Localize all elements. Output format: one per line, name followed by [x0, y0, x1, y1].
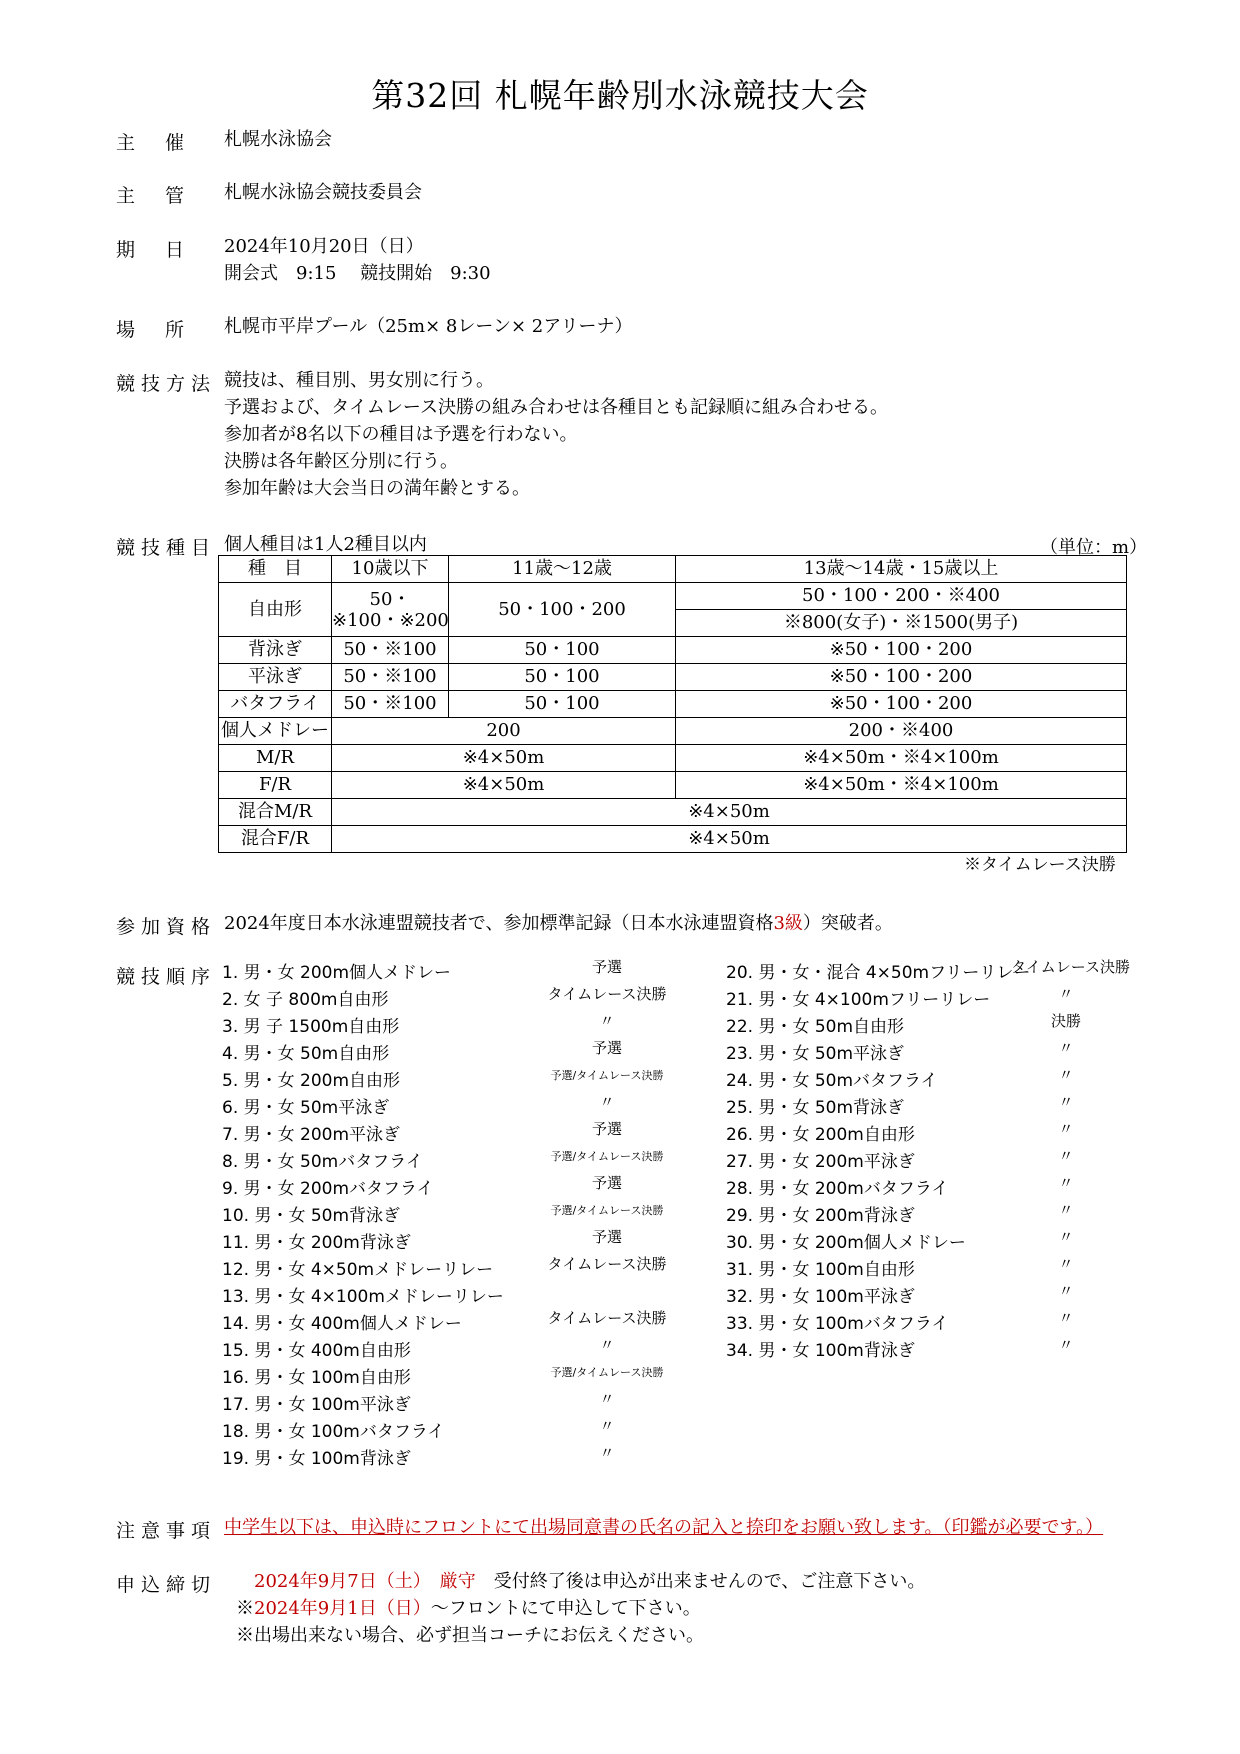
deadline-front-date: 2024年9月1日（日） [254, 1598, 431, 1619]
order-item-type: 〃 [1058, 1066, 1074, 1084]
method-line-2: 予選および、タイムレース決勝の組み合わせは各種目とも記録順に組み合わせる。 [224, 397, 889, 418]
table-row [219, 826, 1127, 853]
order-item-type: 〃 [599, 1012, 615, 1030]
row-label: 個人メドレー [219, 718, 332, 745]
order-item-name: 9. 男・女 200mバタフライ [222, 1179, 434, 1199]
row-label: バタフライ [219, 691, 332, 718]
header-cell: 13歳～14歳・15歳以上 [676, 556, 1127, 583]
order-item-type: 〃 [1058, 1120, 1074, 1138]
order-item-name: 8. 男・女 50mバタフライ [222, 1152, 423, 1172]
order-item-name: 30. 男・女 200m個人メドレー [726, 1233, 966, 1253]
table-row [219, 583, 1127, 610]
order-item-type: 〃 [1058, 1255, 1074, 1273]
table-row [219, 745, 1127, 772]
deadline-date: 2024年9月7日（土） 厳守 [254, 1571, 476, 1592]
venue-label: 場 所 [116, 319, 197, 341]
order-item-type: 〃 [1058, 1309, 1074, 1327]
table-cell: 200 [332, 718, 676, 745]
table-header-row [219, 556, 1127, 583]
events-table [218, 555, 1127, 853]
header-cell: 11歳～12歳 [449, 556, 676, 583]
order-item-name: 31. 男・女 100m自由形 [726, 1260, 915, 1280]
table-cell: 50・※100 [332, 637, 449, 664]
order-item-type: タイムレース決勝 [547, 1255, 667, 1273]
order-item-type: 〃 [1058, 1228, 1074, 1246]
date-line2: 開会式 9:15 競技開始 9:30 [224, 263, 491, 284]
table-cell: 50・※100 [332, 691, 449, 718]
table-cell: ※50・100・200 [676, 664, 1127, 691]
order-item-name: 4. 男・女 50m自由形 [222, 1044, 390, 1064]
table-cell: 50・※100 [332, 664, 449, 691]
method-line-3: 参加者が8名以下の種目は予選を行わない。 [224, 424, 578, 445]
order-item-name: 34. 男・女 100m背泳ぎ [726, 1341, 915, 1361]
order-item-type: 〃 [599, 1336, 615, 1354]
order-item-name: 26. 男・女 200m自由形 [726, 1125, 915, 1145]
deadline-line2 [236, 1595, 701, 1622]
order-item-name: 28. 男・女 200mバタフライ [726, 1179, 949, 1199]
order-item-type: 予選 [591, 1039, 622, 1057]
order-item-name: 1. 男・女 200m個人メドレー [222, 963, 452, 983]
events-unit: （単位：m） [1040, 537, 1148, 558]
order-item-type: 〃 [599, 1093, 615, 1111]
row-label: 背泳ぎ [219, 637, 332, 664]
table-row [219, 637, 1127, 664]
eligibility-text-after: ）突破者。 [802, 913, 893, 934]
date-line1: 2024年10月20日（日） [224, 236, 424, 257]
table-row [219, 691, 1127, 718]
row-label: F/R [219, 772, 332, 799]
row-label: 平泳ぎ [219, 664, 332, 691]
table-cell: ※50・100・200 [676, 637, 1127, 664]
deadline-line2-rest: ～フロントにて申込して下さい。 [430, 1598, 701, 1619]
table-row [219, 718, 1127, 745]
order-list-left [222, 960, 692, 1473]
timerace-note: ※タイムレース決勝 [964, 855, 1116, 875]
order-item-type: タイムレース決勝 [547, 1309, 667, 1327]
row-label: 自由形 [219, 583, 332, 637]
row-label: M/R [219, 745, 332, 772]
order-item-type: タイムレース決勝 [547, 985, 667, 1003]
cell-line: ※100・※200 [332, 609, 449, 631]
order-item-type: 〃 [1058, 1201, 1074, 1219]
table-cell: ※800(女子)・※1500(男子) [676, 610, 1127, 637]
table-cell: ※4×50m [332, 772, 676, 799]
order-label: 競技順序 [116, 966, 217, 988]
deadline-line3: ※出場出来ない場合、必ず担当コーチにお伝えください。 [236, 1625, 704, 1646]
events-label: 競技種目 [116, 537, 217, 559]
table-cell: ※4×50m [332, 799, 1127, 826]
eligibility-text [224, 910, 893, 937]
date-label: 期 日 [116, 239, 197, 261]
table-row [219, 799, 1127, 826]
order-item-type: 〃 [1058, 1336, 1074, 1354]
order-item-name: 18. 男・女 100mバタフライ [222, 1422, 445, 1442]
row-label: 混合M/R [219, 799, 332, 826]
order-item [726, 1338, 1126, 1365]
deadline-line1 [254, 1568, 925, 1595]
order-item-type: 予選 [591, 958, 622, 976]
eligibility-label: 参加資格 [116, 916, 217, 938]
venue-value: 札幌市平岸プール（25m× 8レーン× 2アリーナ） [224, 316, 633, 337]
order-item-name: 14. 男・女 400m個人メドレー [222, 1314, 462, 1334]
row-label: 混合F/R [219, 826, 332, 853]
events-intro: 個人種目は1人2種目以内 [224, 534, 427, 555]
table-cell: ※4×50m [332, 826, 1127, 853]
order-item-type: 〃 [599, 1417, 615, 1435]
caution-text: 中学生以下は、申込時にフロントにて出場同意書の氏名の記入と捺印をお願い致します。（印鑑が必要です。） [224, 1517, 1104, 1538]
header-cell: 種 目 [219, 556, 332, 583]
order-item-name: 15. 男・女 400m自由形 [222, 1341, 411, 1361]
table-row [219, 772, 1127, 799]
order-item-name: 24. 男・女 50mバタフライ [726, 1071, 938, 1091]
order-item-name: 23. 男・女 50m平泳ぎ [726, 1044, 905, 1064]
order-item-name: 32. 男・女 100m平泳ぎ [726, 1287, 915, 1307]
order-item-name: 13. 男・女 4×100mメドレーリレー [222, 1287, 504, 1307]
order-item-name: 21. 男・女 4×100mフリーリレー [726, 990, 991, 1010]
method-line-4: 決勝は各年齢区分別に行う。 [224, 451, 458, 472]
order-item-name: 3. 男 子 1500m自由形 [222, 1017, 400, 1037]
order-item-type: 決勝 [1050, 1012, 1081, 1030]
order-item-type: 予選 [591, 1120, 622, 1138]
table-cell: 200・※400 [676, 718, 1127, 745]
table-cell [332, 583, 449, 637]
deadline-line2-prefix: ※ [236, 1598, 254, 1619]
order-item [222, 1257, 692, 1284]
order-item-name: 29. 男・女 200m背泳ぎ [726, 1206, 915, 1226]
order-item-name: 27. 男・女 200m平泳ぎ [726, 1152, 915, 1172]
method-line-5: 参加年齢は大会当日の満年齢とする。 [224, 478, 530, 499]
caution-label: 注意事項 [116, 1520, 217, 1542]
eligibility-text-before: 2024年度日本水泳連盟競技者で、参加標準記録（日本水泳連盟資格 [224, 913, 774, 934]
order-item-name: 20. 男・女・混合 4×50mフリーリレー [726, 963, 1031, 983]
table-cell: 50・100 [449, 664, 676, 691]
order-item-name: 7. 男・女 200m平泳ぎ [222, 1125, 401, 1145]
order-item-type: タイムレース決勝 [1011, 958, 1130, 976]
order-item-name: 17. 男・女 100m平泳ぎ [222, 1395, 411, 1415]
order-item-name: 6. 男・女 50m平泳ぎ [222, 1098, 390, 1118]
order-item-type: 予選/タイムレース決勝 [550, 1150, 664, 1163]
order-item-type: 〃 [1058, 1093, 1074, 1111]
order-item-type: 〃 [1058, 1174, 1074, 1192]
order-item-type: 〃 [599, 1390, 615, 1408]
table-cell: 50・100・200 [449, 583, 676, 637]
table-cell: ※4×50m・※4×100m [676, 772, 1127, 799]
order-list-right [726, 958, 1130, 1365]
deadline-label: 申込締切 [116, 1574, 217, 1596]
order-item [222, 1446, 692, 1473]
order-item-name: 2. 女 子 800m自由形 [222, 990, 389, 1010]
cell-line: 50・ [369, 588, 411, 610]
deadline-notice: 受付終了後は申込が出来ませんので、ご注意下さい。 [493, 1571, 926, 1592]
order-item-type: 予選 [591, 1174, 622, 1192]
order-item-type: 〃 [1058, 985, 1074, 1003]
order-item-type: 予選 [591, 1228, 622, 1246]
order-item-type: 〃 [1058, 1282, 1074, 1300]
header-cell: 10歳以下 [332, 556, 449, 583]
order-item-type: 予選/タイムレース決勝 [550, 1204, 664, 1217]
order-item-name: 11. 男・女 200m背泳ぎ [222, 1233, 411, 1253]
method-line-1: 競技は、種目別、男女別に行う。 [224, 370, 494, 391]
order-item-type: 予選/タイムレース決勝 [550, 1366, 664, 1379]
order-item-name: 19. 男・女 100m背泳ぎ [222, 1449, 411, 1469]
table-cell: ※4×50m [332, 745, 676, 772]
table-cell: 50・100・200・※400 [676, 583, 1127, 610]
manager-label: 主 管 [116, 185, 197, 207]
table-cell: 50・100 [449, 637, 676, 664]
table-cell: 50・100 [449, 691, 676, 718]
order-item-name: 5. 男・女 200m自由形 [222, 1071, 401, 1091]
order-item-type: 〃 [599, 1444, 615, 1462]
page-title: 第32回 札幌年齢別水泳競技大会 [371, 76, 869, 115]
table-cell: ※4×50m・※4×100m [676, 745, 1127, 772]
order-item-type: 〃 [1058, 1147, 1074, 1165]
order-item-name: 22. 男・女 50m自由形 [726, 1017, 905, 1037]
organizer-label: 主 催 [116, 132, 197, 154]
order-item-name: 12. 男・女 4×50mメドレーリレー [222, 1260, 494, 1280]
order-item-name: 16. 男・女 100m自由形 [222, 1368, 411, 1388]
table-cell: ※50・100・200 [676, 691, 1127, 718]
eligibility-grade: 3級 [773, 913, 803, 934]
table-row [219, 664, 1127, 691]
organizer-value: 札幌水泳協会 [224, 129, 332, 150]
method-label: 競技方法 [116, 373, 217, 395]
order-item-name: 25. 男・女 50m背泳ぎ [726, 1098, 905, 1118]
order-item-type: 〃 [1058, 1039, 1074, 1057]
order-item-name: 33. 男・女 100mバタフライ [726, 1314, 949, 1334]
manager-value: 札幌水泳協会競技委員会 [224, 182, 422, 203]
order-item-name: 10. 男・女 50m背泳ぎ [222, 1206, 401, 1226]
order-item-type: 予選/タイムレース決勝 [550, 1069, 664, 1082]
